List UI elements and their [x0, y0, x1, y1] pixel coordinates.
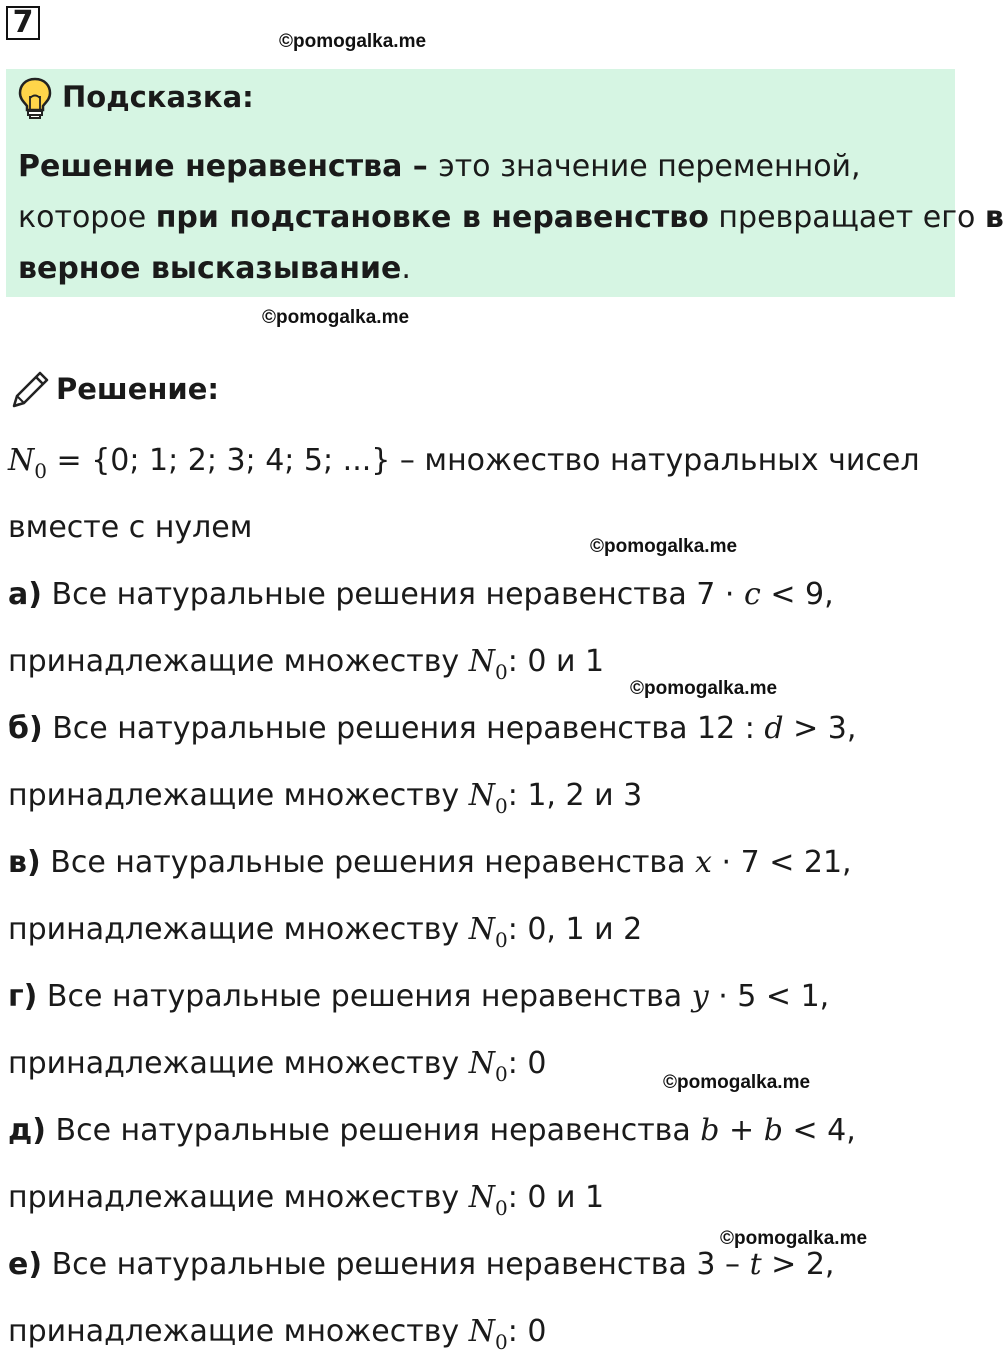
belong-text: принадлежащие множеству: [8, 778, 469, 813]
pencil-icon: [8, 368, 52, 412]
item-answer: : 0 и 1: [507, 1180, 605, 1215]
set-subscript: 0: [494, 928, 508, 952]
set-definition: [8, 441, 920, 483]
item-after: · 5 < 1,: [708, 979, 830, 1014]
item-var: y: [691, 979, 709, 1014]
hint-bold: в: [984, 200, 1004, 235]
hint-bold: при подстановке в неравенство: [155, 200, 709, 235]
item-text: Все натуральные решения неравенства: [45, 1113, 701, 1148]
watermark: ©pomogalka.me: [720, 1228, 868, 1249]
item-answer: : 0, 1 и 2: [507, 912, 643, 947]
solution-answer-a: [8, 642, 604, 684]
item-after: < 4,: [782, 1113, 856, 1148]
item-after: > 3,: [783, 711, 857, 746]
item-text: Все натуральные решения неравенства: [40, 845, 696, 880]
item-answer: : 1, 2 и 3: [507, 778, 643, 813]
watermark: ©pomogalka.me: [630, 678, 778, 699]
item-answer: : 0: [507, 1046, 547, 1081]
solution-item-b: [8, 709, 856, 749]
item-text: Все натуральные решения неравенства 7 ·: [41, 577, 744, 612]
watermark: ©pomogalka.me: [590, 536, 738, 557]
hint-line-3: [18, 249, 411, 289]
set-text: = {0; 1; 2; 3; 4; 5; ...} – множество натуральных чисел: [46, 443, 920, 478]
item-text: Все натуральные решения неравенства 3 –: [42, 1247, 750, 1282]
item-after: · 7 < 21,: [711, 845, 852, 880]
set-subscript: 0: [494, 1196, 508, 1220]
solution-item-d: [8, 1111, 856, 1151]
set-subscript: 0: [34, 459, 47, 483]
set-subscript: 0: [494, 1062, 508, 1086]
item-label: в): [8, 845, 41, 880]
watermark: ©pomogalka.me: [262, 307, 410, 328]
solution-item-g: [8, 977, 829, 1017]
set-symbol: N: [468, 1314, 495, 1349]
solution-item-a: [8, 575, 834, 615]
solution-answer-d: [8, 1178, 604, 1220]
belong-text: принадлежащие множеству: [8, 1314, 469, 1349]
set-subscript: 0: [494, 660, 508, 684]
set-definition-cont: вместе с нулем: [8, 510, 253, 545]
solution-item-e: [8, 1245, 834, 1285]
solution-answer-b: [8, 776, 642, 818]
item-label: г): [8, 979, 38, 1014]
set-symbol: N: [468, 644, 495, 679]
hint-term: Решение неравенства: [18, 149, 403, 184]
set-symbol: N: [8, 443, 35, 478]
item-after: > 2,: [761, 1247, 835, 1282]
set-symbol: N: [468, 778, 495, 813]
hint-bold: верное высказывание: [18, 251, 402, 286]
item-label: е): [8, 1247, 43, 1282]
set-symbol: N: [468, 1046, 495, 1081]
item-var: t: [749, 1247, 762, 1282]
solution-answer-v: [8, 910, 642, 952]
hint-text: превращает его: [708, 200, 985, 235]
set-subscript: 0: [494, 1330, 508, 1354]
solution-answer-e: [8, 1312, 546, 1354]
hint-text: которое: [18, 200, 156, 235]
item-var: b: [763, 1113, 783, 1148]
item-label: а): [8, 577, 42, 612]
solution-item-v: [8, 843, 852, 883]
hint-line-2: [18, 198, 1004, 238]
hint-text: это значение переменной,: [438, 149, 861, 184]
solution-answer-g: [8, 1044, 546, 1086]
set-symbol: N: [468, 1180, 495, 1215]
hint-dash: –: [402, 149, 439, 184]
item-var: x: [695, 845, 712, 880]
watermark: ©pomogalka.me: [663, 1072, 811, 1093]
item-answer: : 0: [507, 1314, 547, 1349]
belong-text: принадлежащие множеству: [8, 1180, 469, 1215]
belong-text: принадлежащие множеству: [8, 912, 469, 947]
watermark: ©pomogalka.me: [279, 31, 427, 52]
item-var: b: [700, 1113, 720, 1148]
item-text: Все натуральные решения неравенства 12 :: [42, 711, 765, 746]
item-label: д): [8, 1113, 46, 1148]
solution-title: Решение:: [56, 372, 220, 406]
set-symbol: N: [468, 912, 495, 947]
lightbulb-icon: [17, 76, 53, 120]
item-mid: +: [719, 1113, 764, 1148]
item-var: c: [744, 577, 761, 612]
task-number: 7: [6, 6, 40, 40]
belong-text: принадлежащие множеству: [8, 644, 469, 679]
hint-text: .: [401, 251, 411, 286]
belong-text: принадлежащие множеству: [8, 1046, 469, 1081]
item-answer: : 0 и 1: [507, 644, 605, 679]
hint-line-1: [18, 147, 861, 187]
item-text: Все натуральные решения неравенства: [37, 979, 692, 1014]
item-label: б): [8, 711, 43, 746]
item-var: d: [764, 711, 784, 746]
item-after: < 9,: [760, 577, 834, 612]
hint-title: Подсказка:: [62, 80, 254, 114]
set-subscript: 0: [494, 794, 508, 818]
